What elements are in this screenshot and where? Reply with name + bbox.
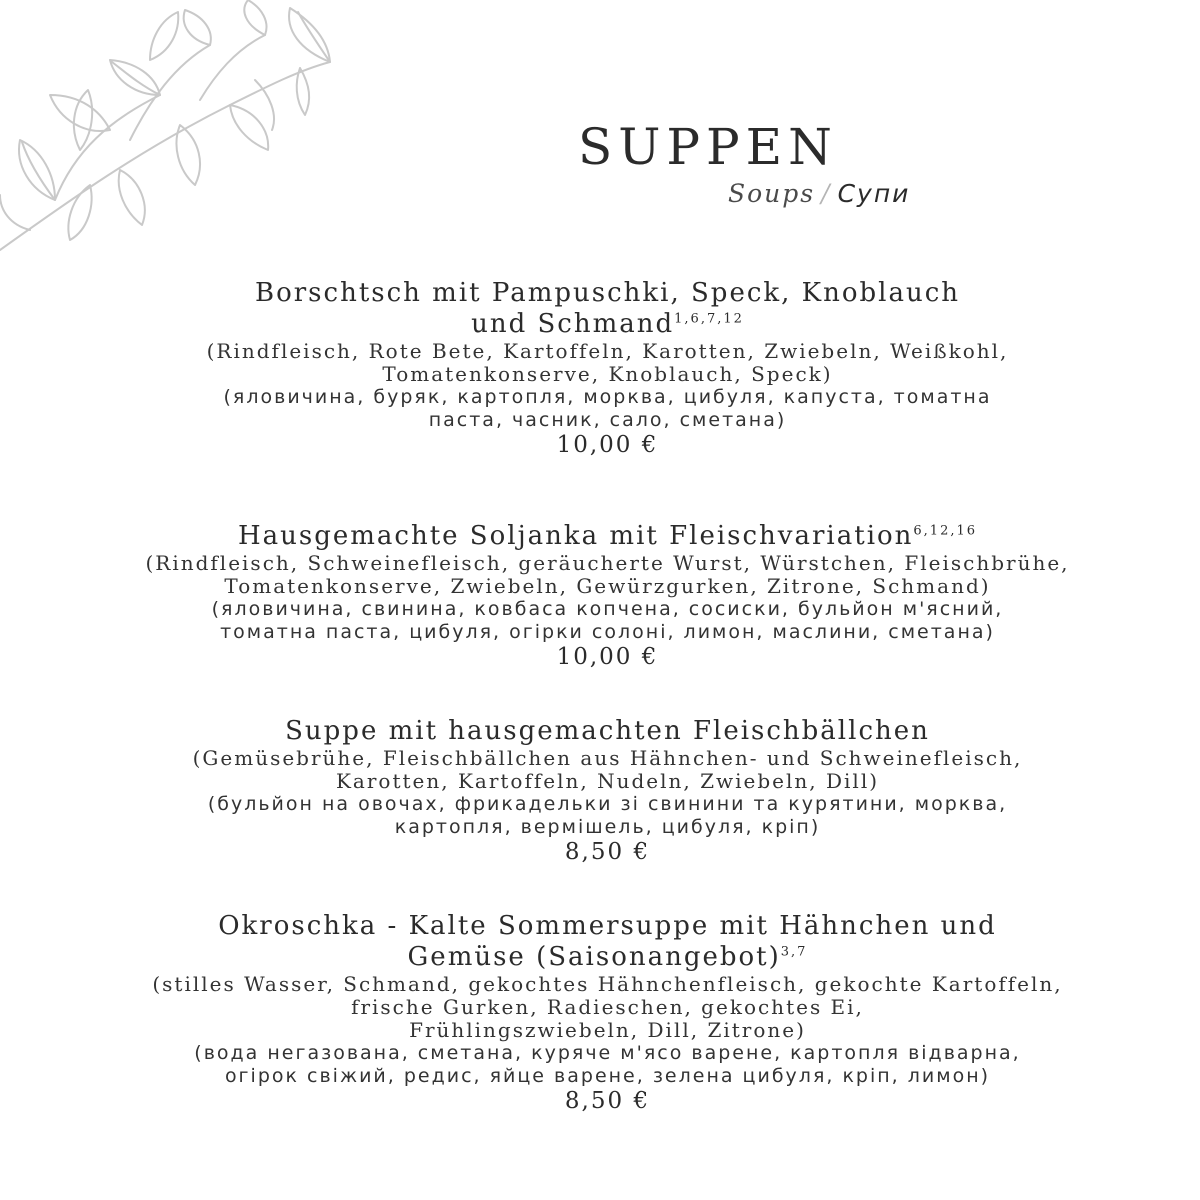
section-header (560, 112, 940, 211)
menu-item-borscht (100, 278, 1115, 458)
dish-name-text: Okroschka - Kalte Sommersuppe mit Hähnchen und Gemüse (Saisonangebot) (218, 911, 997, 972)
ingredients-german: (Rindfleisch, Schweinefleisch, geräucherte Wurst, Würstchen, Fleischbrühe, Tomatenkonserve, Zwiebeln, Gewürzgurken, Zitrone, Schmand) (145, 551, 1070, 598)
dish-name (100, 911, 1115, 973)
dish-price: 8,50 € (564, 839, 651, 865)
subtitle-ukrainian: Супи (837, 179, 911, 208)
ingredients-german: (stilles Wasser, Schmand, gekochtes Hähnchenfleisch, gekochte Kartoffeln, frische Gurken, Radieschen, gekochtes Ei, Frühlingszwiebeln, Dill, Zitrone) (152, 972, 1063, 1042)
ingredients-ukrainian: (яловичина, свинина, ковбаса копчена, сосиски, бульйон м'ясний, томатна паста, цибуля, огірки солоні, лимон, маслини, сметана) (211, 598, 1004, 643)
dish-name-text: Suppe mit hausgemachten Fleischbällchen (285, 716, 930, 746)
allergen-codes: 3,7 (780, 944, 808, 960)
ingredients-ukrainian: (бульйон на овочах, фрикадельки зі свинини та курятини, морква, картопля, вермішель, цибуля, кріп) (207, 793, 1008, 838)
ingredients-ukrainian: (вода негазована, сметана, куряче м'ясо варене, картопля відварна, огірок свіжий, редис, яйце варене, зелена цибуля, кріп, лимон) (194, 1042, 1021, 1087)
page-title: SUPPEN (578, 118, 838, 176)
menu-item-meatball-soup (100, 716, 1115, 865)
dish-price: 10,00 € (556, 432, 659, 458)
dish-name (100, 716, 1115, 747)
subtitle-english: Soups (728, 179, 816, 208)
menu-item-soljanka (100, 521, 1115, 670)
menu-item-okroschka (100, 911, 1115, 1114)
page-subtitle (728, 178, 940, 211)
dish-name-text: Borschtsch mit Pampuschki, Speck, Knoblauch und Schmand (254, 278, 961, 339)
ingredients-german: (Gemüsebrühe, Fleischbällchen aus Hähnchen- und Schweinefleisch, Karotten, Kartoffeln, Nudeln, Zwiebeln, Dill) (192, 746, 1023, 793)
allergen-codes: 1,6,7,12 (674, 311, 744, 327)
leaf-branch-decoration (0, 0, 360, 300)
allergen-codes: 6,12,16 (913, 523, 978, 539)
dish-price: 8,50 € (564, 1088, 651, 1114)
ingredients-german: (Rindfleisch, Rote Bete, Kartoffeln, Karotten, Zwiebeln, Weißkohl, Tomatenkonserve, Knoblauch, Speck) (206, 339, 1009, 386)
subtitle-separator: / (821, 179, 832, 208)
dish-price: 10,00 € (556, 644, 659, 670)
dish-name-text: Hausgemachte Soljanka mit Fleischvariation (237, 521, 914, 551)
dish-name (100, 521, 1115, 552)
dish-name (100, 278, 1115, 340)
ingredients-ukrainian: (яловичина, буряк, картопля, морква, цибуля, капуста, томатна паста, часник, сало, сметана) (223, 386, 992, 431)
